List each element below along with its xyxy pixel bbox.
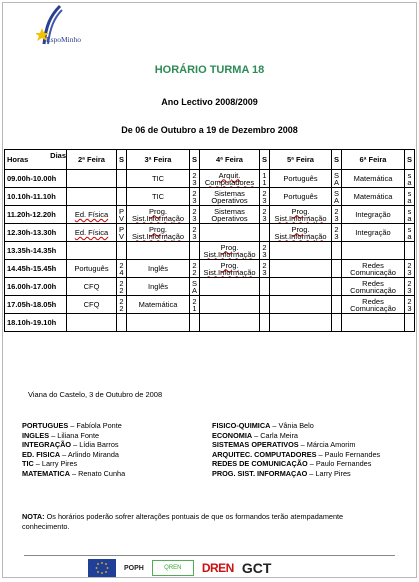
subject-name: PORTUGUES	[22, 421, 69, 430]
subject-cell	[200, 314, 260, 332]
table-row	[5, 170, 415, 188]
header-row	[5, 150, 415, 170]
teacher-name: Lídia Barros	[79, 440, 119, 450]
hour-cell: 16.00h-17.00h	[5, 278, 67, 296]
subject-cell	[270, 314, 332, 332]
subject-cell: CFQ	[67, 278, 117, 296]
room-cell: P V	[117, 206, 127, 224]
subject-cell	[270, 242, 332, 260]
teacher-name: Arlindo Miranda	[67, 449, 119, 459]
teacher-line: PORTUGUES – Fabíola Ponte	[22, 421, 122, 430]
subject-cell: Prog. Sist.Informação	[200, 242, 260, 260]
dren-logo: DREN	[201, 561, 234, 575]
hour-cell: 14.45h-15.45h	[5, 260, 67, 278]
teacher-line: INTEGRAÇÃO – Lídia Barros	[22, 440, 119, 450]
subject-name: ED. FISICA	[22, 449, 61, 459]
room-cell	[260, 224, 270, 242]
room-cell: 2 3	[260, 188, 270, 206]
room-cell	[405, 314, 415, 332]
hour-cell: 18.10h-19.10h	[5, 314, 67, 332]
subject-cell: Inglês	[127, 260, 190, 278]
room-cell: 2 3	[190, 206, 200, 224]
subject-cell	[67, 170, 117, 188]
subject-cell: Prog. Sist.Informação	[270, 224, 332, 242]
subject-cell: Redes Comunicação	[342, 278, 405, 296]
room-cell	[260, 278, 270, 296]
room-cell: S A	[332, 188, 342, 206]
room-cell: 1 1	[260, 170, 270, 188]
teacher-name: Fabíola Ponte	[76, 421, 122, 430]
room-cell: 2 4	[117, 260, 127, 278]
room-cell: 2 3	[190, 188, 200, 206]
subject-cell: Sistemas Operativos	[200, 206, 260, 224]
table-row	[5, 224, 415, 242]
room-cell: 2 3	[405, 260, 415, 278]
logo-text: EspoMinho	[46, 35, 82, 44]
col-header: S	[260, 150, 270, 170]
teacher-line: ECONOMIA – Carla Meira	[212, 430, 298, 440]
subject-cell: Prog. Sist.Informação	[127, 206, 190, 224]
table-row	[5, 242, 415, 260]
subject-cell: Prog. Sist.Informação	[200, 260, 260, 278]
subject-name: TIC	[22, 459, 34, 469]
room-cell	[332, 314, 342, 332]
teacher-name: Márcia Amorim	[306, 440, 356, 450]
teacher-line: TIC – Larry Pires	[22, 459, 78, 469]
subject-name: MATEMATICA	[22, 468, 70, 478]
subject-cell: Matemática	[127, 296, 190, 314]
room-cell: 2 3	[405, 278, 415, 296]
subject-cell: Prog. Sist.Informação	[127, 224, 190, 242]
subject-cell: Ed. Física	[67, 224, 117, 242]
gct-logo: GCT	[241, 560, 272, 576]
subject-cell: Integração	[342, 224, 405, 242]
room-cell: 2 1	[190, 296, 200, 314]
teacher-line: PROG. SIST. INFORMAÇAO – Larry Pires	[212, 468, 351, 478]
room-cell: s a	[405, 188, 415, 206]
room-cell: s a	[405, 224, 415, 242]
room-cell	[190, 314, 200, 332]
col-header: S	[405, 150, 415, 170]
teacher-line: MATEMATICA – Renato Cunha	[22, 468, 126, 478]
room-cell: s a	[405, 170, 415, 188]
subject-name: PROG. SIST. INFORMAÇAO	[212, 468, 308, 478]
subject-cell: Português	[270, 170, 332, 188]
room-cell: S A	[332, 170, 342, 188]
teacher-line: SISTEMAS OPERATIVOS – Márcia Amorim	[212, 440, 356, 450]
teacher-line: ARQUITEC. COMPUTADORES – Paulo Fernandes	[212, 449, 381, 459]
room-cell: S A	[190, 278, 200, 296]
subject-name: FISICO-QUIMICA	[212, 421, 271, 430]
subject-cell	[200, 224, 260, 242]
subject-cell: Matemática	[342, 188, 405, 206]
teacher-name: Larry Pires	[315, 468, 351, 478]
room-cell: 2 2	[117, 278, 127, 296]
teacher-name: Liliana Fonte	[57, 430, 100, 440]
table-row	[5, 260, 415, 278]
subject-cell: Redes Comunicação	[342, 260, 405, 278]
subject-cell	[67, 314, 117, 332]
note-label: NOTA:	[22, 512, 45, 521]
subject-cell	[127, 314, 190, 332]
subject-cell: TIC	[127, 170, 190, 188]
col-header: S	[332, 150, 342, 170]
subject-cell: Redes Comunicação	[342, 296, 405, 314]
subject-cell	[200, 278, 260, 296]
col-header: 3ª Feira	[127, 150, 190, 170]
subject-name: INGLES	[22, 430, 50, 440]
room-cell	[405, 242, 415, 260]
room-cell: 2 3	[260, 242, 270, 260]
subject-cell	[270, 296, 332, 314]
subject-cell: CFQ	[67, 296, 117, 314]
note	[22, 512, 392, 532]
hour-cell: 12.30h-13.30h	[5, 224, 67, 242]
room-cell: 2 3	[190, 224, 200, 242]
schedule-table	[4, 149, 415, 332]
teacher-name: Paulo Fernandes	[324, 449, 381, 459]
subject-cell	[342, 242, 405, 260]
teacher-name: Vânia Belo	[278, 421, 314, 430]
room-cell: 2 3	[332, 206, 342, 224]
hour-cell: 11.20h-12.20h	[5, 206, 67, 224]
col-header: S	[190, 150, 200, 170]
room-cell: P V	[117, 224, 127, 242]
room-cell	[332, 278, 342, 296]
subject-cell	[270, 278, 332, 296]
subject-name: SISTEMAS OPERATIVOS	[212, 440, 299, 450]
table-row	[5, 206, 415, 224]
qren-logo: QREN	[152, 560, 194, 576]
room-cell	[332, 242, 342, 260]
subject-cell: Português	[270, 188, 332, 206]
subject-cell: Matemática	[342, 170, 405, 188]
hour-cell: 13.35h-14.35h	[5, 242, 67, 260]
subject-cell: TIC	[127, 188, 190, 206]
subject-cell	[67, 242, 117, 260]
subject-cell: Prog. Sist.Informação	[270, 206, 332, 224]
school-year: Ano Lectivo 2008/2009	[161, 97, 258, 107]
subject-cell: Ed. Física	[67, 206, 117, 224]
table-row	[5, 278, 415, 296]
room-cell	[117, 314, 127, 332]
subject-cell: Integração	[342, 206, 405, 224]
footer-logos	[88, 558, 408, 578]
table-row	[5, 188, 415, 206]
col-header: 4ª Feira	[200, 150, 260, 170]
corner-cell: Horas Dias	[5, 150, 67, 170]
room-cell: 2 2	[190, 260, 200, 278]
table-row	[5, 296, 415, 314]
subject-name: ECONOMIA	[212, 430, 253, 440]
col-header: S	[117, 150, 127, 170]
col-header: 5ª Feira	[270, 150, 332, 170]
room-cell: s a	[405, 206, 415, 224]
room-cell: 2 3	[190, 170, 200, 188]
teacher-list-left	[22, 421, 125, 479]
subject-name: ARQUITEC. COMPUTADORES	[212, 449, 317, 459]
teacher-list-right	[212, 421, 380, 479]
hour-cell: 17.05h-18.05h	[5, 296, 67, 314]
teacher-name: Carla Meira	[260, 430, 298, 440]
note-text: Os horários poderão sofrer alterações pontuais de que os formandos terão atempadamente conhecimento.	[22, 512, 344, 531]
room-cell: 2 3	[260, 206, 270, 224]
subject-name: REDES DE COMUNICAÇÃO	[212, 459, 308, 469]
eu-flag-icon	[88, 559, 116, 577]
hour-cell: 09.00h-10.00h	[5, 170, 67, 188]
hour-cell: 10.10h-11.10h	[5, 188, 67, 206]
teacher-line: REDES DE COMUNICAÇÃO – Paulo Fernandes	[212, 459, 372, 469]
page-title: HORÁRIO TURMA 18	[154, 64, 265, 76]
room-cell	[117, 170, 127, 188]
subject-cell	[200, 296, 260, 314]
room-cell	[260, 296, 270, 314]
room-cell: 2 2	[117, 296, 127, 314]
teacher-name: Larry Pires	[41, 459, 78, 469]
subject-cell	[67, 188, 117, 206]
teacher-name: Renato Cunha	[78, 468, 126, 478]
subject-cell: Português	[67, 260, 117, 278]
subject-cell: Sistemas Operativos	[200, 188, 260, 206]
room-cell	[260, 314, 270, 332]
room-cell	[332, 260, 342, 278]
room-cell	[332, 296, 342, 314]
teacher-line: FISICO-QUIMICA – Vânia Belo	[212, 421, 314, 430]
footer-divider	[24, 555, 395, 556]
subject-cell	[270, 260, 332, 278]
subject-cell: Inglês	[127, 278, 190, 296]
subject-cell	[342, 314, 405, 332]
room-cell: 2 3	[260, 260, 270, 278]
col-header: 2ª Feira	[67, 150, 117, 170]
subject-name: INTEGRAÇÃO	[22, 440, 72, 450]
teacher-name: Paulo Fernandes	[315, 459, 372, 469]
teacher-line: INGLES – Liliana Fonte	[22, 430, 100, 440]
room-cell: 2 3	[332, 224, 342, 242]
table-row	[5, 314, 415, 332]
subject-cell	[127, 242, 190, 260]
period: De 06 de Outubro a 19 de Dezembro 2008	[121, 125, 298, 135]
place-date: Viana do Castelo, 3 de Outubro de 2008	[28, 390, 163, 399]
teacher-line: ED. FISICA – Arlindo Miranda	[22, 449, 119, 459]
room-cell	[117, 242, 127, 260]
col-header: 6ª Feira	[342, 150, 405, 170]
room-cell	[117, 188, 127, 206]
room-cell	[190, 242, 200, 260]
subject-cell: Arquit. Computadores	[200, 170, 260, 188]
poph-logo: POPH	[124, 564, 144, 572]
room-cell: 2 3	[405, 296, 415, 314]
